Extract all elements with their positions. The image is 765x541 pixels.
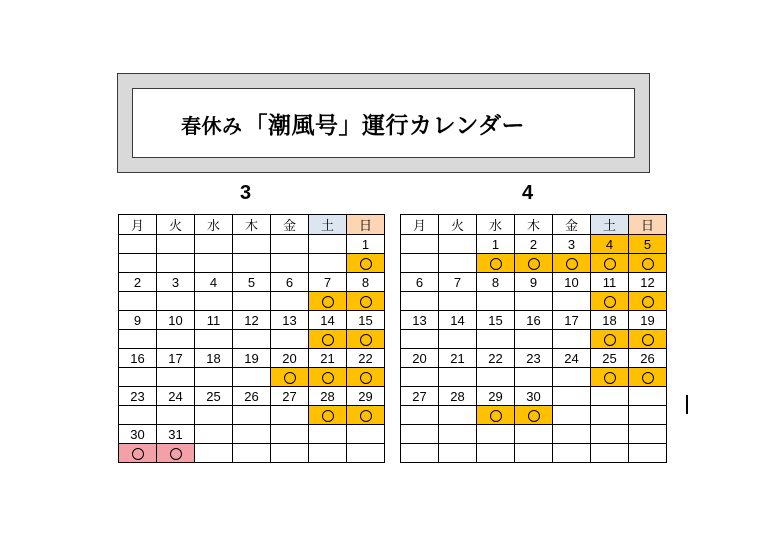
date-cell [309, 425, 347, 444]
operation-mark-cell [477, 406, 515, 425]
date-cell [591, 425, 629, 444]
date-cell: 8 [477, 273, 515, 292]
date-cell: 15 [477, 311, 515, 330]
date-cell [591, 387, 629, 406]
date-cell: 29 [477, 387, 515, 406]
operation-mark-cell [591, 254, 629, 273]
date-cell: 28 [309, 387, 347, 406]
empty-cell [439, 292, 477, 311]
empty-cell [195, 368, 233, 387]
operation-mark-cell [347, 330, 385, 349]
banner-lead-text: 春休み [181, 115, 243, 138]
date-cell: 14 [439, 311, 477, 330]
operation-mark-row [401, 444, 667, 463]
operation-mark-cell [347, 406, 385, 425]
empty-cell [195, 444, 233, 463]
empty-cell [439, 406, 477, 425]
date-cell: 12 [233, 311, 271, 330]
empty-cell [233, 254, 271, 273]
empty-cell [157, 292, 195, 311]
circle-mark-icon [642, 258, 654, 270]
operation-mark-cell [591, 368, 629, 387]
operation-mark-cell [629, 330, 667, 349]
date-cell [553, 425, 591, 444]
empty-cell [119, 330, 157, 349]
date-row [119, 387, 385, 406]
empty-cell [233, 292, 271, 311]
empty-cell [401, 368, 439, 387]
circle-mark-icon [528, 410, 540, 422]
operation-mark-row [119, 330, 385, 349]
weekday-header-cell: 水 [195, 215, 233, 235]
operation-mark-cell [515, 406, 553, 425]
empty-cell [119, 406, 157, 425]
operation-mark-cell [347, 368, 385, 387]
date-cell: 6 [271, 273, 309, 292]
date-cell [271, 425, 309, 444]
date-cell: 1 [347, 235, 385, 254]
page-tick-mark [686, 395, 688, 414]
circle-mark-icon [132, 448, 144, 460]
date-cell: 5 [233, 273, 271, 292]
date-cell: 6 [401, 273, 439, 292]
date-cell: 23 [515, 349, 553, 368]
date-cell [439, 235, 477, 254]
circle-mark-icon [604, 258, 616, 270]
empty-cell [515, 368, 553, 387]
empty-cell [553, 292, 591, 311]
empty-cell [515, 330, 553, 349]
date-cell: 16 [515, 311, 553, 330]
operation-mark-cell [309, 368, 347, 387]
weekday-header-cell: 火 [439, 215, 477, 235]
operation-mark-row [401, 368, 667, 387]
date-cell: 10 [157, 311, 195, 330]
date-cell: 17 [157, 349, 195, 368]
calendar-april [400, 214, 667, 463]
empty-cell [515, 292, 553, 311]
empty-cell [591, 444, 629, 463]
circle-mark-icon [360, 334, 372, 346]
operation-mark-cell [515, 254, 553, 273]
date-cell: 27 [271, 387, 309, 406]
empty-cell [401, 292, 439, 311]
weekday-header-row [119, 215, 385, 235]
empty-cell [439, 330, 477, 349]
empty-cell [553, 406, 591, 425]
empty-cell [477, 292, 515, 311]
date-cell: 9 [119, 311, 157, 330]
date-cell: 7 [439, 273, 477, 292]
month-label-april: 4 [522, 182, 534, 204]
empty-cell [553, 368, 591, 387]
empty-cell [233, 330, 271, 349]
date-cell [629, 425, 667, 444]
empty-cell [629, 444, 667, 463]
circle-mark-icon [566, 258, 578, 270]
date-cell: 25 [195, 387, 233, 406]
date-row [401, 235, 667, 254]
date-cell [309, 235, 347, 254]
date-row [401, 425, 667, 444]
operation-mark-row [119, 254, 385, 273]
empty-cell [157, 330, 195, 349]
date-cell: 3 [157, 273, 195, 292]
empty-cell [195, 254, 233, 273]
title-banner [117, 73, 650, 173]
operation-mark-row [119, 444, 385, 463]
date-row [119, 273, 385, 292]
weekday-header-cell: 日 [629, 215, 667, 235]
date-cell: 17 [553, 311, 591, 330]
circle-mark-icon [322, 334, 334, 346]
empty-cell [439, 444, 477, 463]
circle-mark-icon [642, 296, 654, 308]
date-cell: 20 [271, 349, 309, 368]
date-row [401, 387, 667, 406]
circle-mark-icon [322, 372, 334, 384]
empty-cell [439, 254, 477, 273]
empty-cell [401, 330, 439, 349]
empty-cell [401, 444, 439, 463]
date-cell: 22 [347, 349, 385, 368]
operation-mark-cell [309, 406, 347, 425]
date-cell: 1 [477, 235, 515, 254]
date-row [119, 425, 385, 444]
date-row [401, 349, 667, 368]
date-cell: 26 [233, 387, 271, 406]
date-cell: 22 [477, 349, 515, 368]
date-cell: 7 [309, 273, 347, 292]
date-cell: 4 [195, 273, 233, 292]
date-cell: 21 [309, 349, 347, 368]
date-cell [233, 425, 271, 444]
empty-cell [553, 330, 591, 349]
date-cell: 21 [439, 349, 477, 368]
operation-mark-cell [309, 292, 347, 311]
date-cell [195, 235, 233, 254]
circle-mark-icon [360, 296, 372, 308]
empty-cell [119, 292, 157, 311]
calendar-march [118, 214, 385, 463]
empty-cell [553, 444, 591, 463]
date-cell: 12 [629, 273, 667, 292]
operation-mark-row [119, 292, 385, 311]
date-row [119, 235, 385, 254]
date-row [119, 311, 385, 330]
weekday-header-cell: 金 [553, 215, 591, 235]
operation-mark-row [401, 292, 667, 311]
date-cell [347, 425, 385, 444]
empty-cell [401, 254, 439, 273]
empty-cell [401, 406, 439, 425]
date-cell: 15 [347, 311, 385, 330]
date-cell: 28 [439, 387, 477, 406]
date-cell: 26 [629, 349, 667, 368]
empty-cell [271, 254, 309, 273]
empty-cell [195, 406, 233, 425]
operation-mark-cell [553, 254, 591, 273]
date-cell: 24 [157, 387, 195, 406]
date-cell: 3 [553, 235, 591, 254]
date-cell: 31 [157, 425, 195, 444]
date-cell: 5 [629, 235, 667, 254]
circle-mark-icon [322, 410, 334, 422]
date-cell: 29 [347, 387, 385, 406]
date-cell: 14 [309, 311, 347, 330]
date-cell [553, 387, 591, 406]
date-cell: 13 [271, 311, 309, 330]
empty-cell [233, 444, 271, 463]
date-cell [439, 425, 477, 444]
empty-cell [271, 444, 309, 463]
date-cell: 19 [629, 311, 667, 330]
empty-cell [271, 406, 309, 425]
circle-mark-icon [490, 258, 502, 270]
empty-cell [477, 330, 515, 349]
weekday-header-row [401, 215, 667, 235]
weekday-header-cell: 日 [347, 215, 385, 235]
weekday-header-cell: 月 [119, 215, 157, 235]
date-cell: 8 [347, 273, 385, 292]
date-cell: 2 [515, 235, 553, 254]
empty-cell [477, 444, 515, 463]
operation-mark-cell [629, 368, 667, 387]
circle-mark-icon [360, 410, 372, 422]
date-cell: 25 [591, 349, 629, 368]
empty-cell [195, 292, 233, 311]
date-cell: 11 [591, 273, 629, 292]
operation-mark-row [119, 406, 385, 425]
date-cell: 18 [591, 311, 629, 330]
month-label-march: 3 [240, 182, 252, 204]
weekday-header-cell: 水 [477, 215, 515, 235]
date-cell [233, 235, 271, 254]
circle-mark-icon [642, 334, 654, 346]
empty-cell [157, 368, 195, 387]
empty-cell [195, 330, 233, 349]
operation-mark-cell [309, 330, 347, 349]
date-cell [629, 387, 667, 406]
date-cell [195, 425, 233, 444]
operation-mark-cell [591, 330, 629, 349]
empty-cell [629, 406, 667, 425]
date-cell: 18 [195, 349, 233, 368]
empty-cell [591, 406, 629, 425]
circle-mark-icon [360, 372, 372, 384]
empty-cell [233, 406, 271, 425]
date-cell: 19 [233, 349, 271, 368]
weekday-header-cell: 月 [401, 215, 439, 235]
date-cell: 24 [553, 349, 591, 368]
date-cell [157, 235, 195, 254]
empty-cell [157, 406, 195, 425]
empty-cell [439, 368, 477, 387]
weekday-header-cell: 土 [309, 215, 347, 235]
empty-cell [347, 444, 385, 463]
circle-mark-icon [284, 372, 296, 384]
circle-mark-icon [642, 372, 654, 384]
circle-mark-icon [604, 296, 616, 308]
operation-mark-cell [271, 368, 309, 387]
operation-mark-row [401, 406, 667, 425]
operation-mark-cell [629, 254, 667, 273]
date-cell: 13 [401, 311, 439, 330]
date-cell [515, 425, 553, 444]
date-cell: 9 [515, 273, 553, 292]
date-cell: 10 [553, 273, 591, 292]
circle-mark-icon [490, 410, 502, 422]
date-cell [271, 235, 309, 254]
empty-cell [271, 330, 309, 349]
empty-cell [233, 368, 271, 387]
operation-mark-cell [477, 254, 515, 273]
weekday-header-cell: 火 [157, 215, 195, 235]
operation-mark-cell [591, 292, 629, 311]
operation-mark-cell [157, 444, 195, 463]
circle-mark-icon [604, 372, 616, 384]
date-cell [477, 425, 515, 444]
operation-mark-cell [347, 254, 385, 273]
circle-mark-icon [170, 448, 182, 460]
date-cell: 4 [591, 235, 629, 254]
date-cell [401, 425, 439, 444]
date-cell: 20 [401, 349, 439, 368]
operation-mark-row [401, 254, 667, 273]
date-cell: 16 [119, 349, 157, 368]
date-row [401, 311, 667, 330]
circle-mark-icon [322, 296, 334, 308]
empty-cell [157, 254, 195, 273]
empty-cell [271, 292, 309, 311]
empty-cell [309, 254, 347, 273]
weekday-header-cell: 木 [515, 215, 553, 235]
date-cell: 2 [119, 273, 157, 292]
banner-frame [117, 73, 650, 173]
date-cell: 11 [195, 311, 233, 330]
empty-cell [119, 254, 157, 273]
date-row [119, 349, 385, 368]
banner-title-text [181, 107, 525, 140]
operation-mark-row [119, 368, 385, 387]
date-cell: 30 [515, 387, 553, 406]
date-row [401, 273, 667, 292]
empty-cell [477, 368, 515, 387]
empty-cell [119, 368, 157, 387]
circle-mark-icon [528, 258, 540, 270]
operation-mark-cell [347, 292, 385, 311]
date-cell [401, 235, 439, 254]
empty-cell [515, 444, 553, 463]
banner-inner-panel [132, 88, 635, 158]
date-cell [119, 235, 157, 254]
empty-cell [309, 444, 347, 463]
weekday-header-cell: 金 [271, 215, 309, 235]
date-cell: 27 [401, 387, 439, 406]
date-cell: 23 [119, 387, 157, 406]
circle-mark-icon [360, 258, 372, 270]
circle-mark-icon [604, 334, 616, 346]
operation-mark-cell [629, 292, 667, 311]
date-cell: 30 [119, 425, 157, 444]
operation-mark-cell [119, 444, 157, 463]
weekday-header-cell: 土 [591, 215, 629, 235]
weekday-header-cell: 木 [233, 215, 271, 235]
banner-main-text: 「潮風号」運行カレンダー [244, 111, 526, 138]
operation-mark-row [401, 330, 667, 349]
